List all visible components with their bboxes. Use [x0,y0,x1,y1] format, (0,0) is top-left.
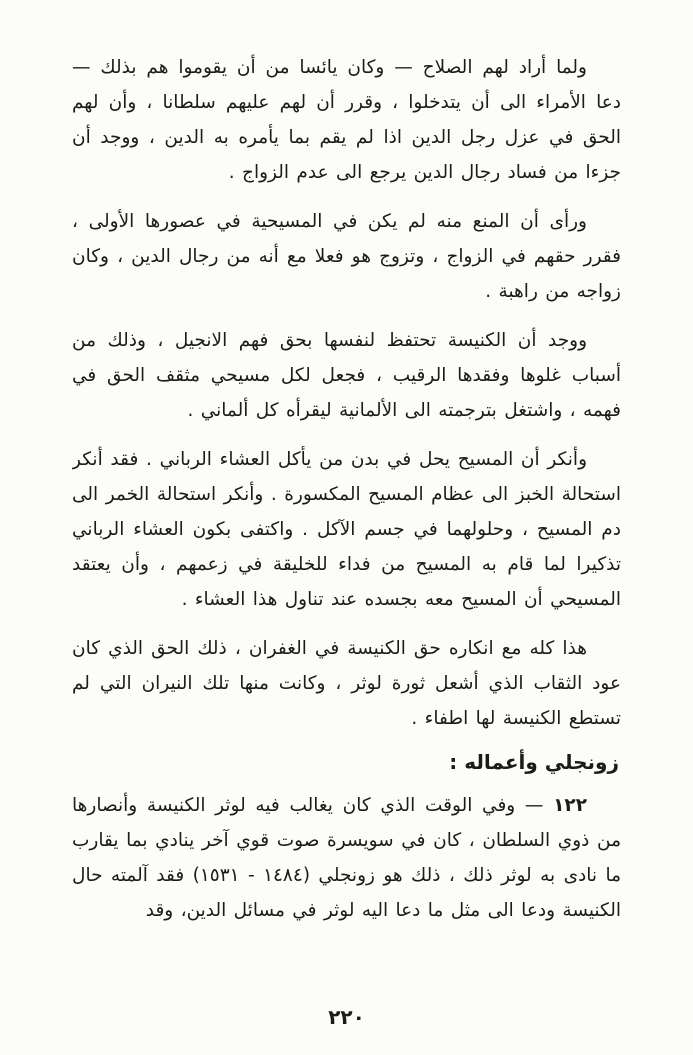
paragraph: ورأى أن المنع منه لم يكن في المسيحية في عصورها الأولى ، فقرر حقهم في الزواج ، وتزوج هو فعلا مع أنه من رجال الدين ، وكان زواجه من راهبة . [72,211,621,302]
paragraph-text: وفي الوقت الذي كان يغالب فيه لوثر الكنيسة وأنصارها من ذوي السلطان ، كان في سويسرة صوت قوي آخر ينادي بما يقارب ما نادى به لوثر ذلك ، ذلك هو زونجلي (١٤٨٤ - ١٥٣١) فقد آلمته حال الكنيسة ودعا الى مثل ما دعا اليه لوثر في مسائل الدين، وقد [72,795,621,921]
paragraph-number: ١٢٢ [553,795,587,816]
page-number: ٢٢٠ [328,1005,365,1029]
paragraph: هذا كله مع انكاره حق الكنيسة في الغفران ، ذلك الحق الذي كان عود الثقاب الذي أشعل ثورة لوثر ، وكانت منها تلك النيران التي لم تستطع الكنيسة لها اطفاء . [72,638,621,729]
numbered-paragraph [72,788,621,928]
paragraph-dash: — [524,795,544,816]
text-block [72,50,621,997]
paragraph: ووجد أن الكنيسة تحتفظ لنفسها بحق فهم الانجيل ، وذلك من أسباب غلوها وفقدها الرقيب ، فجعل لكل مسيحي مثقف الحق في فهمه ، واشتغل بترجمته الى الألمانية ليقرأه كل ألماني . [72,330,621,421]
paragraph: ولما أراد لهم الصلاح — وكان يائسا من أن يقوموا هم بذلك — دعا الأمراء الى أن يتدخلوا ، وقرر أن لهم عليهم سلطانا ، وأن لهم الحق في عزل رجل الدين اذا لم يقم بما يأمره به الدين ، ووجد أن جزءا من فساد رجال الدين يرجع الى عدم الزواج . [72,57,621,183]
section-heading: زونجلي وأعماله : [449,750,619,774]
paragraph: وأنكر أن المسيح يحل في بدن من يأكل العشاء الرباني . فقد أنكر استحالة الخبز الى عظام المسيح المكسورة . وأنكر استحالة الخمر الى دم المسيح ، وحلولهما في جسم الآكل . واكتفى بكون العشاء الرباني تذكيرا لما قام به المسيح من فداء للخليقة في زعمهم ، وأن يعتقد المسيحي أن المسيح معه بجسده عند تناول هذا العشاء . [72,449,621,610]
